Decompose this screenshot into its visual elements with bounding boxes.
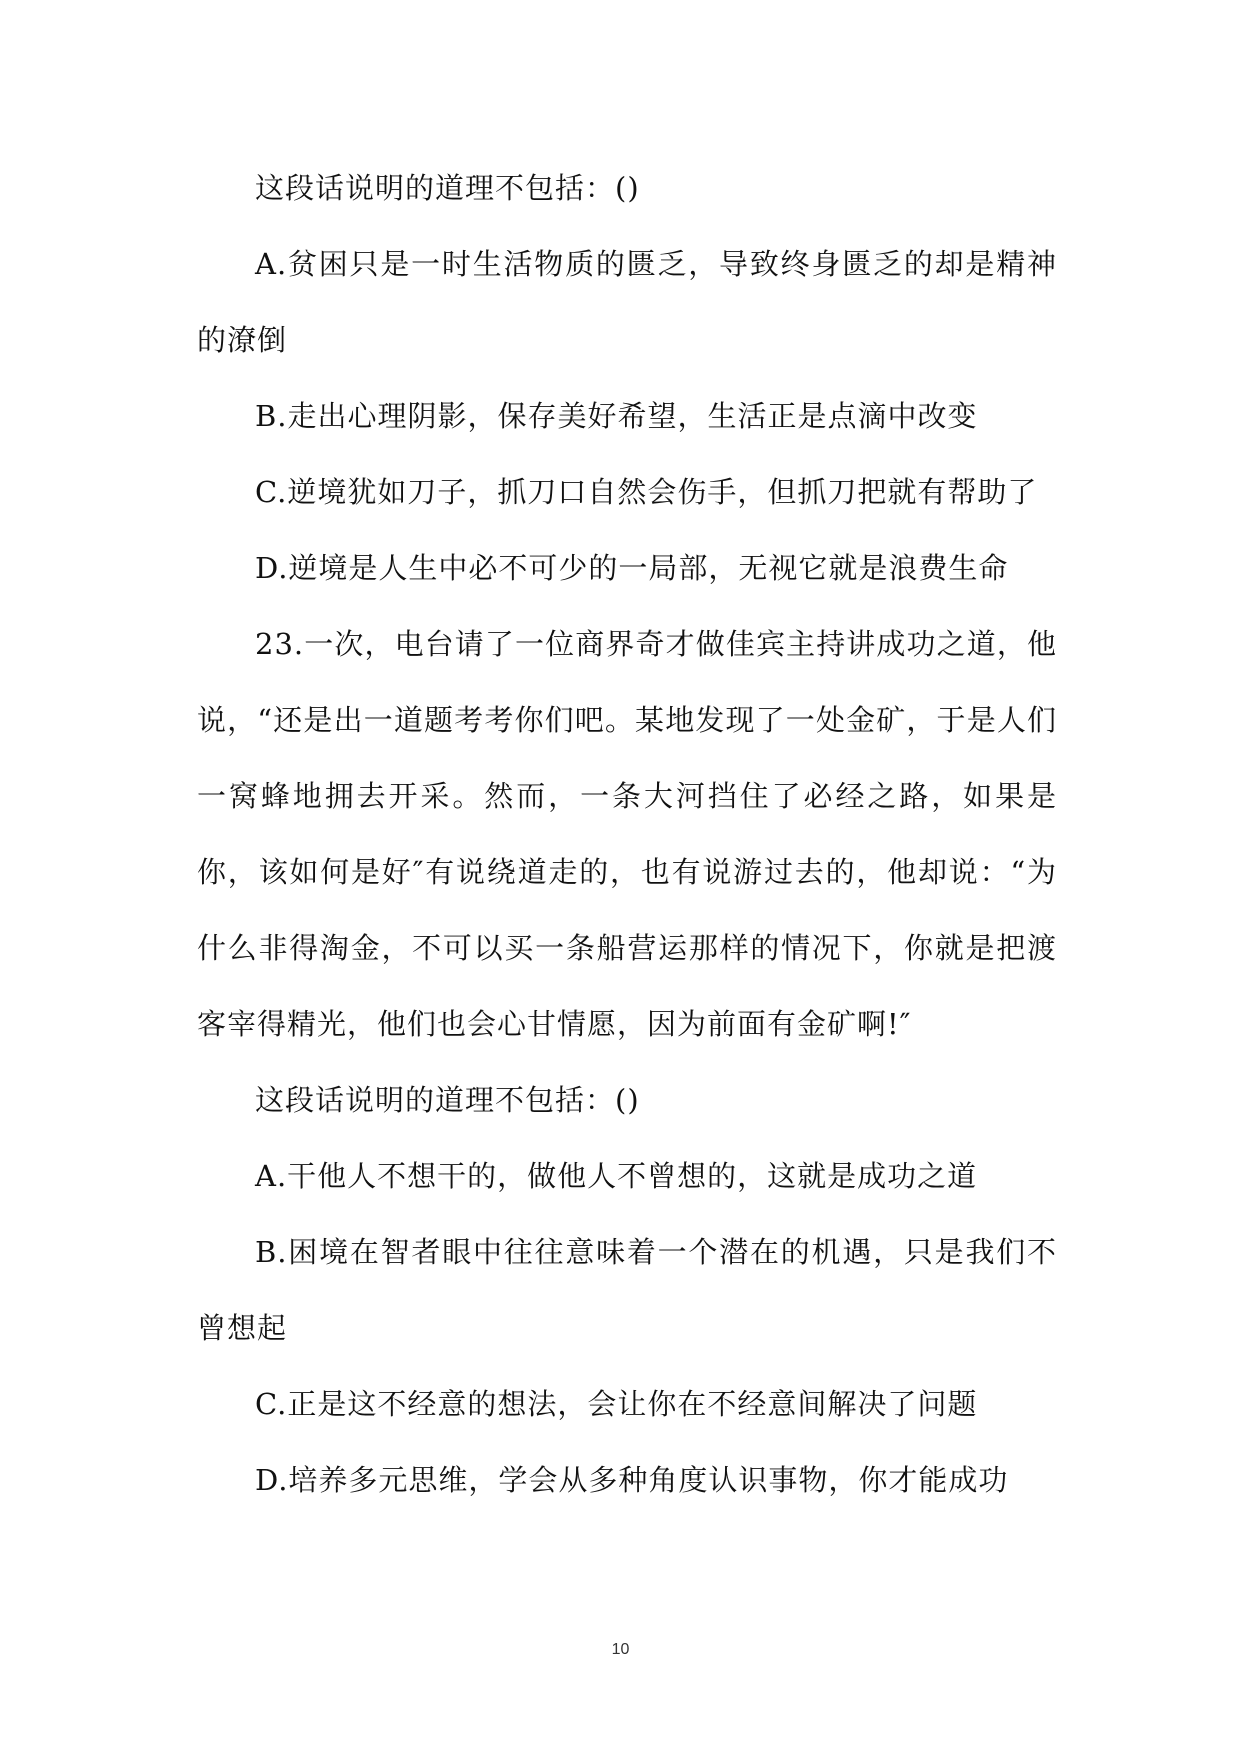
option-d: D.逆境是人生中必不可少的一局部，无视它就是浪费生命 [255, 551, 1009, 585]
option-c: C.逆境犹如刀子，抓刀口自然会伤手，但抓刀把就有帮助了 [255, 475, 1038, 509]
question-prompt: 这段话说明的道理不包括：() [255, 171, 640, 205]
question-23-prompt: 这段话说明的道理不包括：() [255, 1083, 640, 1117]
question-23-option-b: B.困境在智者眼中往往意味着一个潜在的机遇，只是我们不曾想起 [197, 1235, 1057, 1345]
question-23-option-a: A.干他人不想干的，做他人不曾想的，这就是成功之道 [255, 1159, 978, 1193]
option-a: A.贫困只是一时生活物质的匮乏，导致终身匮乏的却是精神的潦倒 [197, 247, 1057, 357]
question-23-option-d: D.培养多元思维，学会从多种角度认识事物，你才能成功 [255, 1463, 1009, 1497]
page-number: 10 [611, 1641, 630, 1658]
page-content [197, 150, 1057, 1518]
option-b: B.走出心理阴影，保存美好希望，生活正是点滴中改变 [255, 399, 978, 433]
question-23-option-c: C.正是这不经意的想法，会让你在不经意间解决了问题 [255, 1387, 978, 1421]
question-23-body: 23.一次，电台请了一位商界奇才做佳宾主持讲成功之道，他说，“还是出一道题考考你们吧。某地发现了一处金矿，于是人们一窝蜂地拥去开采。然而，一条大河挡住了必经之路，如果是你，该如何是好″有说绕道走的，也有说游过去的，他却说：“为什么非得淘金，不可以买一条船营运那样的情况下，你就是把渡客宰得精光，他们也会心甘情愿，因为前面有金矿啊!″ [197, 627, 1057, 1041]
